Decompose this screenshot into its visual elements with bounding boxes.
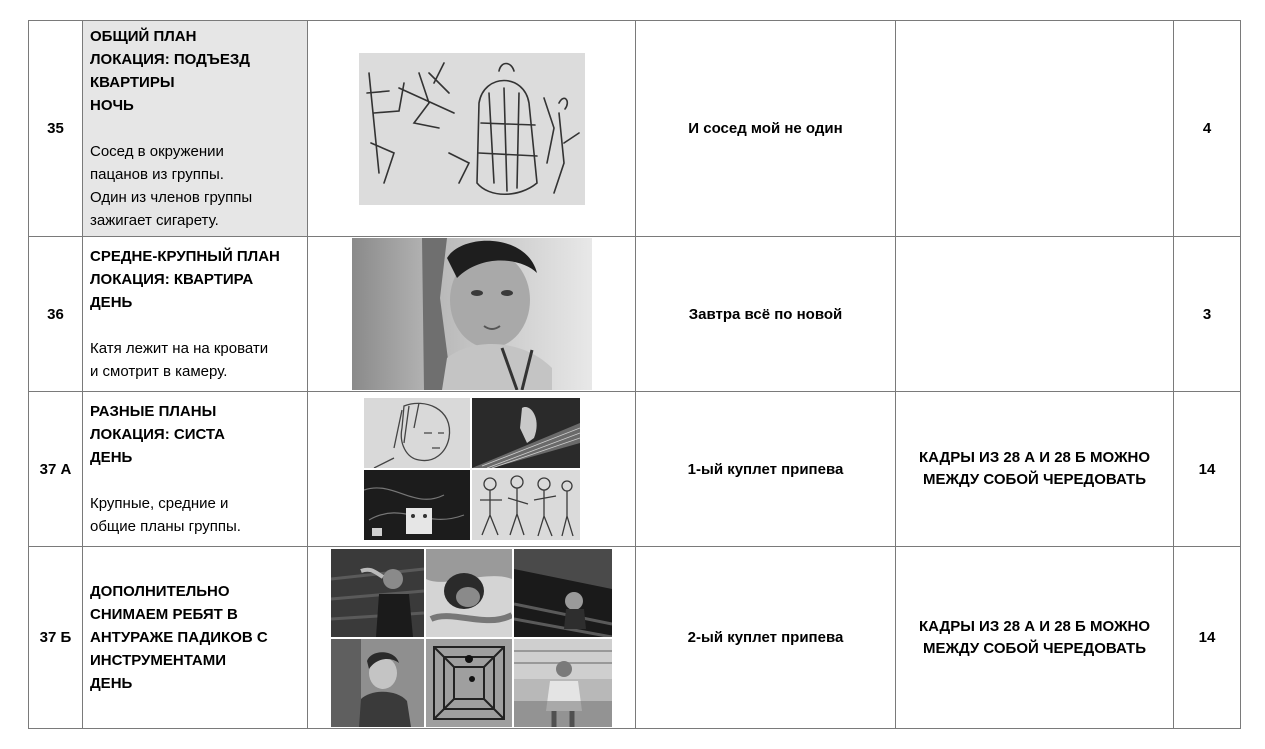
shot-number: 36 bbox=[29, 237, 83, 392]
lyric-text: Завтра всё по новой bbox=[636, 237, 896, 392]
storyboard-frame-cell bbox=[308, 21, 636, 237]
shot-note bbox=[896, 237, 1174, 392]
shot-heading: СРЕДНЕ-КРУПНЫЙ ПЛАН ЛОКАЦИЯ: КВАРТИРА ДЕНЬ bbox=[90, 248, 280, 311]
shot-note: КАДРЫ ИЗ 28 А И 28 Б МОЖНО МЕЖДУ СОБОЙ ЧЕРЕДОВАТЬ bbox=[896, 392, 1174, 547]
storyboard-frame-image bbox=[426, 639, 512, 727]
table-row bbox=[29, 547, 1241, 729]
shot-number: 37 Б bbox=[29, 547, 83, 729]
storyboard-frame-image bbox=[331, 549, 424, 637]
shot-description-cell bbox=[83, 547, 308, 729]
shot-note: КАДРЫ ИЗ 28 А И 28 Б МОЖНО МЕЖДУ СОБОЙ ЧЕРЕДОВАТЬ bbox=[896, 547, 1174, 729]
shot-note bbox=[896, 21, 1174, 237]
table-row bbox=[29, 392, 1241, 547]
storyboard-frame-image bbox=[472, 470, 580, 540]
storyboard-frame-image bbox=[514, 549, 612, 637]
storyboard-frame-image bbox=[514, 639, 612, 727]
shot-duration: 3 bbox=[1174, 237, 1241, 392]
storyboard-frame-cell bbox=[308, 547, 636, 729]
storyboard-frame-image bbox=[364, 470, 470, 540]
storyboard-frame-image bbox=[331, 639, 424, 727]
shot-heading: ДОПОЛНИТЕЛЬНО СНИМАЕМ РЕБЯТ В АНТУРАЖЕ ПАДИКОВ С ИНСТРУМЕНТАМИ ДЕНЬ bbox=[90, 583, 268, 692]
storyboard-table bbox=[28, 20, 1241, 729]
storyboard-frame-image bbox=[426, 549, 512, 637]
lyric-text: И сосед мой не один bbox=[636, 21, 896, 237]
storyboard-frame-image bbox=[364, 398, 470, 468]
storyboard-frame-image bbox=[472, 398, 580, 468]
storyboard-frame-cell bbox=[308, 237, 636, 392]
shot-number: 37 А bbox=[29, 392, 83, 547]
shot-number: 35 bbox=[29, 21, 83, 237]
shot-duration: 4 bbox=[1174, 21, 1241, 237]
shot-description: Катя лежит на на кровати и смотрит в камеру. bbox=[90, 340, 269, 380]
shot-description-cell bbox=[83, 392, 308, 547]
table-row bbox=[29, 21, 1241, 237]
shot-duration: 14 bbox=[1174, 392, 1241, 547]
lyric-text: 2-ый куплет припева bbox=[636, 547, 896, 729]
shot-description: Сосед в окружении пацанов из группы. Один из членов группы зажигает сигарету. bbox=[90, 143, 253, 229]
storyboard-collage bbox=[364, 398, 580, 540]
storyboard-frame-cell bbox=[308, 392, 636, 547]
shot-description-cell bbox=[83, 21, 308, 237]
storyboard-frame-image bbox=[352, 238, 592, 390]
storyboard-frame-image bbox=[359, 53, 585, 205]
storyboard-collage bbox=[331, 549, 612, 727]
lyric-text: 1-ый куплет припева bbox=[636, 392, 896, 547]
shot-heading: ОБЩИЙ ПЛАН ЛОКАЦИЯ: ПОДЪЕЗД КВАРТИРЫ НОЧЬ bbox=[90, 28, 250, 114]
shot-description-cell bbox=[83, 237, 308, 392]
shot-duration: 14 bbox=[1174, 547, 1241, 729]
table-row bbox=[29, 237, 1241, 392]
shot-description: Крупные, средние и общие планы группы. bbox=[90, 495, 241, 535]
shot-heading: РАЗНЫЕ ПЛАНЫ ЛОКАЦИЯ: СИСТА ДЕНЬ bbox=[90, 403, 225, 466]
